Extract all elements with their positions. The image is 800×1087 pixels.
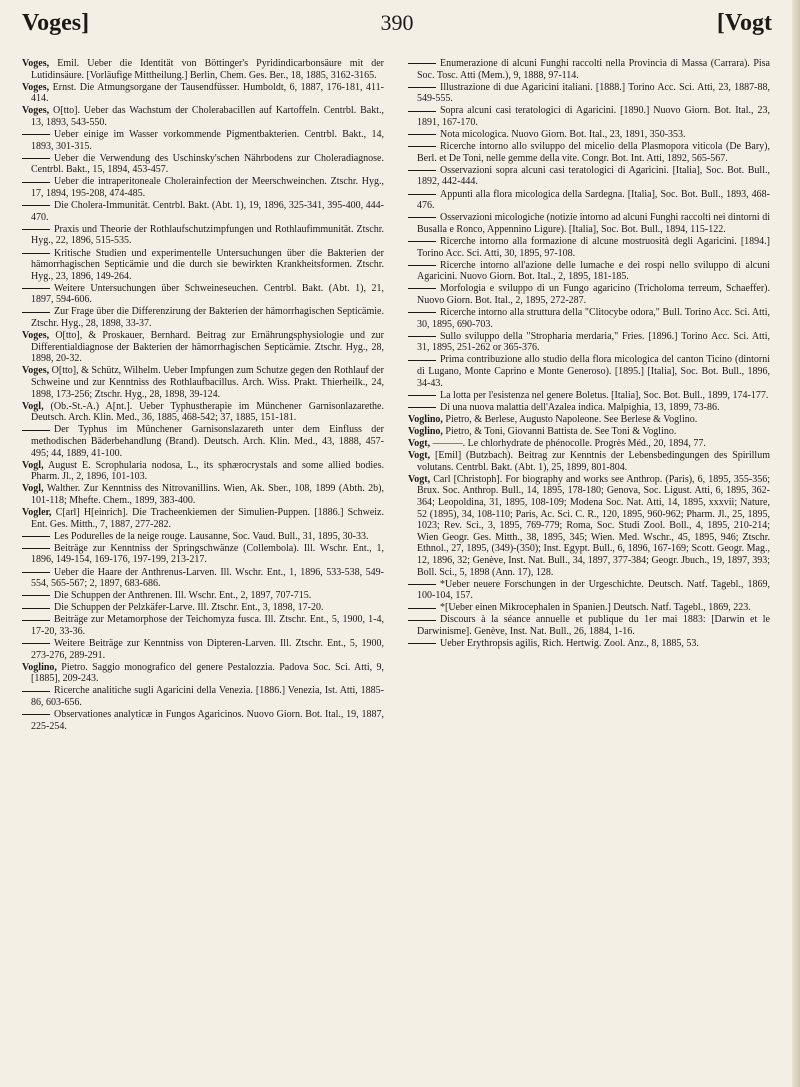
bibliography-entry <box>408 260 770 283</box>
bibliography-entry <box>22 176 384 199</box>
bibliography-entry <box>408 141 770 164</box>
entry-text: Emil. Ueber die Identität von Böttinger's Pyridindicarbonsäure mit der Lutidinsäure. [Vorläufige Mittheilung.] Berlin, Chem. Ges. Ber., 18, 1885, 3162-3165. <box>31 58 384 81</box>
entry-text: Osservazioni sopra alcuni casi teratologici di Agaricini. [Italia], Soc. Bot. Bull., 1892, 442-444. <box>417 164 770 188</box>
ditto-dash <box>408 620 436 621</box>
entry-text: Walther. Zur Kenntniss des Nitrovanillins. Wien, Ak. Sber., 108, 1899 (Abth. 2b), 101-118; Mhefte. Chem., 1899, 383-400. <box>31 483 384 506</box>
entry-author: Vogt, <box>408 438 431 449</box>
entry-text: Zur Frage über die Differenzirung der Bakterien der hämorrhagischen Septicämie. Ztschr. Hyg., 28, 1898, 33-37. <box>31 306 384 330</box>
bibliography-entry <box>22 614 384 637</box>
bibliography-entry <box>408 165 770 188</box>
ditto-dash <box>408 241 436 242</box>
entry-text: La lotta per l'esistenza nel genere Boletus. [Italia], Soc. Bot. Bull., 1899, 174-177. <box>440 389 769 401</box>
entry-text: (Ob.-St.-A.) A[nt.]. Ueber Typhustherapie im Münchener Garnisonlazarethe. Deutsch. Arch. Klin. Med., 36, 1885, 468-542; 37, 1885, 151-181. <box>31 400 384 424</box>
page-edge <box>792 0 800 1087</box>
left-column <box>22 58 384 733</box>
ditto-dash <box>408 312 436 313</box>
bibliography-entry <box>22 507 384 530</box>
entry-text: Die Schuppen der Pelzkäfer-Larve. Ill. Ztschr. Ent., 3, 1898, 17-20. <box>54 602 324 614</box>
page-header <box>22 8 772 42</box>
bibliography-entry <box>22 685 384 708</box>
ditto-dash <box>408 170 436 171</box>
ditto-dash <box>22 158 50 159</box>
entry-author: Vogl, <box>22 400 44 412</box>
entry-text: Carl [Christoph]. For biography and works see Anthrop. (Paris), 6, 1895, 355-356; Brux. Soc. Anthrop. Bull., 14, 1895, 178-180; Genova, Soc. Ligust. Atti, 6, 1895, 362-364; Leopoldina, 31, 1895, 108-109; Modena Soc. Nat. Atti, 14, 1895, xxxvii; Nature, 52 (1895), 34, 108-110; Paris, Ac. Sci. C. R., 120, 1895, 960-962; Pharm. Jl., 25, 1895, 1023; Rev. Sci., 3, 1895, 769-779; Roma, Soc. Studi Zool. Boll., 4, 1895, 210-214; Wien Geogr. Ges. Mitth., 38, 1895, 345; Wien. Med. Wschr., 45, 1895, 946; Ztschr. Ethnol., 27, 1895, (349)-(350); Inst. Egypt. Bull., 6, 1896, 167-169; Scott. Geogr. Mag., 12, 1896, 32; Genève, Inst. Nat. Bull., 34, 1897, 377-384; Geogr. Jbuch., 19, 1897, 393; Boll. Sci., 5, 1898 (Ann. 17), 128. <box>417 473 770 578</box>
entry-text: Pietro, & Berlese, Augusto Napoleone. See Berlese & Voglino. <box>442 413 698 425</box>
bibliography-entry <box>408 354 770 389</box>
entry-text: O[tto], & Schütz, Wilhelm. Ueber Impfungen zum Schutze gegen den Rothlauf der Schweine und zur Kenntniss des Rothlaufbacillus. Arch. Wiss. Prakt. Thierheilk., 24, 1898, 173-256; Ztschr. Hyg., 28, 1898, 39-124. <box>31 365 384 400</box>
ditto-dash <box>408 360 436 361</box>
bibliography-entry <box>22 590 384 602</box>
bibliography-entry <box>408 426 770 438</box>
entry-author: Voglino, <box>408 413 443 425</box>
bibliography-entry <box>22 365 384 400</box>
bibliography-entry <box>22 200 384 223</box>
entry-text: Ueber die Haare der Anthrenus-Larven. Ill. Wschr. Ent., 1, 1896, 533-538, 549-554, 565-567; 2, 1897, 683-686. <box>31 566 384 590</box>
entry-text: *Ueber neuere Forschungen in der Urgeschichte. Deutsch. Natf. Tagebl., 1869, 100-104, 157. <box>417 578 770 602</box>
entry-author: Voges, <box>22 330 50 342</box>
entry-text: Les Podurelles de la neige rouge. Lausanne, Soc. Vaud. Bull., 31, 1895, 30-33. <box>54 530 369 542</box>
bibliography-entry <box>408 189 770 212</box>
bibliography-entry <box>408 402 770 414</box>
entry-text: Nota micologica. Nuovo Giorn. Bot. Ital., 23, 1891, 350-353. <box>440 129 686 141</box>
entry-text: Illustrazione di due Agaricini italiani. [1888.] Torino Acc. Sci. Atti, 23, 1887-88, 549-555. <box>417 81 770 105</box>
bibliography-entry <box>22 129 384 152</box>
ditto-dash <box>22 714 50 715</box>
entry-text: Discours à la séance annuelle et publique du 1er mai 1883: [Darwin et le Darwinisme]. Genève, Inst. Nat. Bull., 26, 1884, 1-16. <box>417 614 770 637</box>
bibliography-entry <box>408 602 770 614</box>
bibliography-entry <box>408 390 770 402</box>
ditto-dash <box>408 643 436 644</box>
entry-text: Ricerche intorno all'azione delle lumache e dei rospi nello sviluppo di alcuni Agaricini. Nuovo Giorn. Bot. Ital., 2, 1895, 181-185. <box>417 259 770 283</box>
entry-text: Die Cholera-Immunität. Centrbl. Bakt. (Abt. 1), 19, 1896, 325-341, 395-400, 444-470. <box>31 200 384 223</box>
entry-text: Ueber die intraperitoneale Cholerainfection der Meerschweinchen. Ztschr. Hyg., 17, 1894, 195-208, 474-485. <box>31 176 384 200</box>
entry-author: Vogl, <box>22 459 44 471</box>
bibliography-entry <box>408 283 770 306</box>
entry-text: Enumerazione di alcuni Funghi raccolti nella Provincia di Massa (Carrara). Pisa Soc. Tosc. Atti (Mem.), 9, 1888, 97-114. <box>417 58 770 81</box>
entry-text: Prima contribuzione allo studio della flora micologica del canton Ticino (dintorni di Lugano, Monte Caprino e Monte Generoso). [1895.] [Italia], Soc. Bot. Bull., 1896, 34-43. <box>417 354 770 389</box>
bibliography-entry <box>408 638 770 650</box>
entry-text: Sopra alcuni casi teratologici di Agaricini. [1890.] Nuovo Giorn. Bot. Ital., 23, 1891, 167-170. <box>417 105 770 128</box>
ditto-dash <box>408 395 436 396</box>
bibliography-entry <box>408 58 770 81</box>
entry-text: Ueber die Verwendung des Uschinsky'schen Nährbodens zur Choleradiagnose. Centrbl. Bakt., 15, 1894, 453-457. <box>31 152 384 176</box>
bibliography-entry <box>22 543 384 566</box>
ditto-dash <box>408 608 436 609</box>
bibliography-entry <box>22 638 384 661</box>
bibliography-entry <box>22 567 384 590</box>
bibliography-entry <box>408 474 770 578</box>
bibliography-entry <box>408 414 770 426</box>
entry-text: Praxis und Theorie der Rothlaufschutzimpfungen und Rothlaufimmunität. Ztschr. Hyg., 22, 1896, 515-535. <box>31 223 384 247</box>
entry-author: Vogt, <box>408 450 431 462</box>
entry-text: C[arl] H[einrich]. Die Tracheenkiemen der Simulien-Puppen. [1886.] Schweiz. Ent. Ges. Mitth., 7, 1887, 277-282. <box>31 507 384 530</box>
bibliography-entry <box>408 236 770 259</box>
bibliography-entry <box>22 709 384 732</box>
bibliography-entry <box>408 82 770 105</box>
entry-text: Kritische Studien und experimentelle Untersuchungen über die Bakterien der hämorrhagischen Septicämie und die durch sie bewirkten Krankheitsformen. Ztschr. Hyg., 23, 1896, 149-264. <box>31 247 384 282</box>
entry-text: O[tto]. Ueber das Wachstum der Cholerabacillen auf Kartoffeln. Centrbl. Bakt., 13, 1893, 543-550. <box>31 105 384 128</box>
entry-text: Ernst. Die Atmungsorgane der Tausendfüsser. Humboldt, 6, 1887, 176-181, 411-414. <box>31 81 384 105</box>
bibliography-entry <box>22 531 384 543</box>
ditto-dash <box>22 312 50 313</box>
entry-text: [Emil] (Butzbach). Beitrag zur Kenntnis der Lebensbedingungen des Spirillum volutans. Centrbl. Bakt. (Abt. 1), 25, 1899, 801-804. <box>417 450 770 473</box>
entry-author: Vogl, <box>22 483 44 495</box>
bibliography-entry <box>22 483 384 506</box>
ditto-dash <box>408 146 436 147</box>
ditto-dash <box>22 620 50 621</box>
page-number: 390 <box>380 10 414 35</box>
bibliography-entry <box>22 105 384 128</box>
entry-text: Ricerche intorno allo sviluppo del micelio della Plasmopora viticola (De Bary), Berl. et De Toni, nelle gemme della vite. Congr. Bot. Int. Atti, 1892, 565-567. <box>417 141 770 164</box>
entry-text: Pietro. Saggio monografico del genere Pestalozzia. Padova Soc. Sci. Atti, 9, [1885], 209-243. <box>31 661 384 685</box>
ditto-dash <box>22 182 50 183</box>
ditto-dash <box>22 572 50 573</box>
bibliography-entry <box>22 460 384 483</box>
entry-text: Der Typhus im Münchener Garnisonslazareth unter dem Einfluss der methodischen Bäderbehandlung (Brand). Deutsch. Arch. Klin. Med., 43, 1888, 457-495; 44, 1889, 41-100. <box>31 424 384 459</box>
bibliography-entry <box>22 330 384 365</box>
entry-text: Osservazioni micologiche (notizie intorno ad alcuni Funghi raccolti nei dintorni di Busalla e Ronco, Appennino Ligure). [Italia], Soc. Bot. Bull., 1894, 115-122. <box>417 212 770 235</box>
bibliography-entry <box>408 450 770 473</box>
right-column <box>408 58 770 650</box>
entry-text: Appunti alla flora micologica della Sardegna. [Italia], Soc. Bot. Bull., 1893, 468-476. <box>417 188 770 212</box>
ditto-dash <box>22 288 50 289</box>
entry-text: Die Schuppen der Anthrenen. Ill. Wschr. Ent., 2, 1897, 707-715. <box>54 590 312 602</box>
bibliography-entry <box>22 58 384 81</box>
ditto-dash <box>408 265 436 266</box>
bibliography-entry <box>408 212 770 235</box>
bibliography-entry <box>22 662 384 685</box>
entry-author: Voglino, <box>22 661 57 673</box>
ditto-dash <box>408 194 436 195</box>
ditto-dash <box>408 63 436 64</box>
bibliography-entry <box>408 307 770 330</box>
header-left-guide: Voges] <box>22 10 90 36</box>
ditto-dash <box>408 407 436 408</box>
ditto-dash <box>408 111 436 112</box>
entry-author: Voges, <box>22 58 50 69</box>
entry-text: August E. Scrophularia nodosa, L., its sphærocrystals and some allied bodies. Pharm. Jl., 2, 1896, 101-103. <box>31 459 384 483</box>
ditto-dash <box>22 229 50 230</box>
entry-author: Vogler, <box>22 507 52 519</box>
bibliography-entry <box>408 105 770 128</box>
ditto-dash <box>408 288 436 289</box>
bibliography-entry <box>22 602 384 614</box>
bibliography-entry <box>408 579 770 602</box>
ditto-dash <box>22 548 50 549</box>
ditto-dash <box>22 643 50 644</box>
bibliography-entry <box>22 401 384 424</box>
ditto-dash <box>408 336 436 337</box>
entry-text: Ueber Erythropsis agilis, Rich. Hertwig. Zool. Anz., 8, 1885, 53. <box>440 638 699 650</box>
entry-author: Voges, <box>22 105 50 117</box>
entry-text: Pietro, & Toni, Giovanni Battista de. See Toni & Voglino. <box>442 425 677 437</box>
entry-text: Di una nuova malattia dell'Azalea indica. Malpighia, 13, 1899, 73-86. <box>440 401 720 413</box>
header-right-guide: [Vogt <box>716 10 772 36</box>
ditto-dash <box>22 608 50 609</box>
entry-text: Sullo sviluppo della "Stropharia merdaria," Fries. [1896.] Torino Acc. Sci. Atti, 31, 1895, 251-262 or 365-376. <box>417 330 770 354</box>
ditto-dash <box>22 691 50 692</box>
bibliography-entry <box>408 129 770 141</box>
entry-text: O[tto], & Proskauer, Bernhard. Beitrag zur Ernährungsphysiologie und zur Differentialdiagnose der Bakterien der hämorrhagischen Septicämie. Ztschr. Hyg., 28, 1898, 20-32. <box>31 330 384 365</box>
entry-text: Ricerche analitiche sugli Agaricini della Venezia. [1886.] Venezia, Ist. Atti, 1885-86, 603-656. <box>31 685 384 709</box>
ditto-dash <box>408 584 436 585</box>
bibliography-entry <box>22 248 384 283</box>
bibliography-entry <box>22 283 384 306</box>
entry-text: Beiträge zur Kenntniss der Springschwänze (Collembola). Ill. Wschr. Ent., 1, 1896, 149-154, 169-176, 197-199, 213-217. <box>31 542 384 566</box>
entry-author: Vogt, <box>408 473 431 485</box>
bibliography-entry <box>408 331 770 354</box>
entry-text: ———. Le chlorhydrate de phénocolle. Progrès Méd., 20, 1894, 77. <box>430 438 706 449</box>
entry-text: Weitere Untersuchungen über Schweineseuchen. Centrbl. Bakt. (Abt. 1), 21, 1897, 594-606. <box>31 282 384 306</box>
bibliography-entry <box>22 424 384 459</box>
entry-author: Voglino, <box>408 425 443 437</box>
entry-text: Observationes analyticæ in Fungos Agaricinos. Nuovo Giorn. Bot. Ital., 19, 1887, 225-254. <box>31 709 384 732</box>
entry-text: Beiträge zur Metamorphose der Teichomyza fusca. Ill. Ztschr. Ent., 5, 1900, 1-4, 17-20, 33-36. <box>31 614 384 637</box>
ditto-dash <box>22 595 50 596</box>
entry-author: Voges, <box>22 365 50 377</box>
entry-text: Ricerche intorno alla formazione di alcune mostruosità degli Agaricini. [1894.] Torino Acc. Sci. Atti, 30, 1895, 97-108. <box>417 235 770 259</box>
ditto-dash <box>22 134 50 135</box>
entry-text: Ueber einige im Wasser vorkommende Pigmentbakterien. Centrbl. Bakt., 14, 1893, 301-315. <box>31 129 384 152</box>
bibliography-entry <box>22 224 384 247</box>
entry-author: Voges, <box>22 81 50 93</box>
bibliography-entry <box>408 614 770 637</box>
ditto-dash <box>22 253 50 254</box>
entry-text: Morfologia e sviluppo di un Fungo agaricino (Tricholoma terreum, Schaeffer). Nuovo Giorn. Bot. Ital., 2, 1895, 272-287. <box>417 283 770 306</box>
ditto-dash <box>408 87 436 88</box>
bibliography-entry <box>22 306 384 329</box>
ditto-dash <box>408 134 436 135</box>
bibliography-entry <box>408 438 770 450</box>
entry-text: Ricerche intorno alla struttura della "Clitocybe odora," Bull. Torino Acc. Sci. Atti, 30, 1895, 690-703. <box>417 306 770 330</box>
ditto-dash <box>22 205 50 206</box>
ditto-dash <box>408 217 436 218</box>
entry-text: Weitere Beiträge zur Kenntniss von Dipteren-Larven. Ill. Ztschr. Ent., 5, 1900, 273-276, 289-291. <box>31 638 384 661</box>
entry-text: *[Ueber einen Mikrocephalen in Spanien.] Deutsch. Natf. Tagebl., 1869, 223. <box>440 602 751 614</box>
bibliography-entry <box>22 153 384 176</box>
bibliography-entry <box>22 82 384 105</box>
ditto-dash <box>22 430 50 431</box>
ditto-dash <box>22 536 50 537</box>
